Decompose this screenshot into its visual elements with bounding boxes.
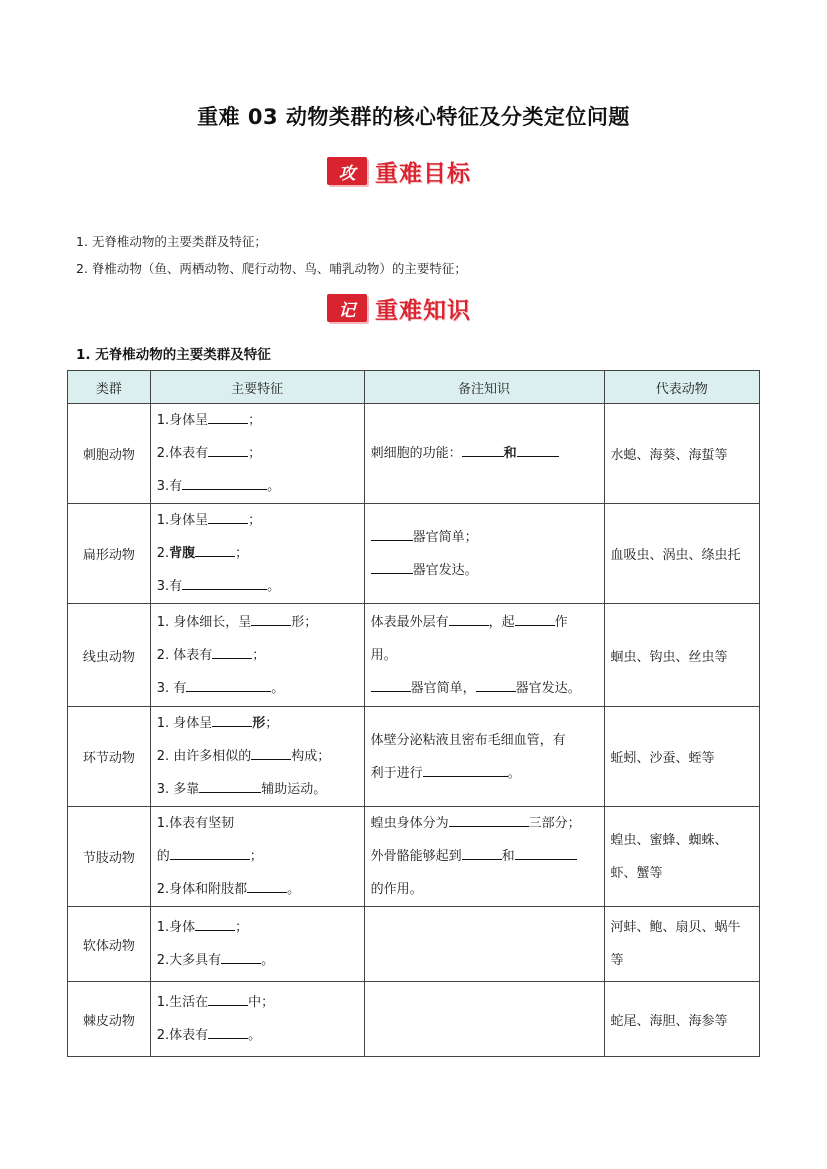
feature-text: 2.体表有 (156, 1028, 209, 1043)
feature-text: 3.有 (156, 479, 183, 494)
note-text: 器官简单； (412, 529, 478, 545)
feature-text: ； (235, 546, 249, 561)
feature-text: 辅助运动。 (261, 782, 327, 797)
table-row (68, 504, 760, 604)
feature-text: 3. 有 (156, 680, 187, 696)
feature-text: 1.体表有坚韧 (156, 816, 235, 831)
table-row (68, 907, 760, 982)
feature-text: ； (248, 413, 262, 428)
knowledge-banner-text: 重难知识 (375, 297, 471, 324)
blank-line[interactable] (247, 879, 287, 893)
row-category: 棘皮动物 (68, 982, 151, 1057)
blank-line[interactable] (182, 476, 267, 490)
feature-text: 。 (267, 479, 281, 494)
feature-text: ； (265, 716, 279, 731)
row-examples: 血吸虫、涡虫、绦虫托 (604, 504, 759, 604)
note-text: ，起 (488, 614, 515, 630)
blank-line[interactable] (208, 1025, 248, 1039)
row-features (150, 707, 364, 807)
row-category: 扁形动物 (68, 504, 151, 604)
header-features: 主要特征 (150, 371, 364, 404)
blank-line[interactable] (208, 443, 248, 457)
blank-line[interactable] (208, 992, 248, 1006)
feature-text: 3.有 (156, 579, 183, 594)
feature-text: 。 (261, 953, 275, 968)
note-text: 用。 (370, 647, 397, 663)
table-row (68, 404, 760, 504)
blank-line[interactable] (449, 612, 489, 626)
examples-text: 河蚌、鲍、扇贝、蜗牛等 (610, 920, 741, 968)
feature-text: ； (252, 647, 266, 663)
header-examples: 代表动物 (604, 371, 759, 404)
row-examples (604, 907, 759, 982)
row-examples (604, 807, 759, 907)
blank-line[interactable] (371, 560, 413, 574)
row-category: 环节动物 (68, 707, 151, 807)
note-text: 外骨骼能够起到 (370, 849, 462, 864)
blank-line[interactable] (515, 612, 555, 626)
row-notes (364, 404, 604, 504)
blank-line[interactable] (221, 950, 261, 964)
blank-line[interactable] (195, 543, 235, 557)
animal-groups-table (67, 370, 760, 1057)
note-text: 器官发达。 (515, 680, 581, 696)
row-examples: 蚯蚓、沙蚕、蛭等 (604, 707, 759, 807)
blank-line[interactable] (208, 410, 248, 424)
table-row (68, 707, 760, 807)
feature-text: 2. 体表有 (156, 647, 213, 663)
knowledge-badge: 记 (327, 294, 367, 322)
row-notes (364, 807, 604, 907)
feature-text: 1. 身体呈 (156, 716, 213, 731)
examples-text: 蝗虫、蜜蜂、蜘蛛、虾、蟹等 (610, 832, 728, 881)
goals-banner-text: 重难目标 (375, 160, 471, 187)
table-row (68, 604, 760, 707)
blank-line[interactable] (476, 678, 516, 692)
blank-line[interactable] (371, 527, 413, 541)
feature-text: 1.身体呈 (156, 413, 209, 428)
feature-text: 。 (267, 579, 281, 594)
row-notes (364, 982, 604, 1057)
feature-text: 。 (287, 882, 301, 897)
row-examples: 水螅、海葵、海蜇等 (604, 404, 759, 504)
row-features (150, 604, 364, 707)
feature-text: 形 (252, 716, 266, 731)
blank-line[interactable] (170, 846, 250, 860)
feature-text: 中； (248, 995, 275, 1010)
note-text: 器官发达。 (412, 562, 478, 578)
feature-text: 形； (291, 614, 318, 630)
row-features (150, 404, 364, 504)
feature-text: 。 (271, 680, 285, 696)
table-row (68, 807, 760, 907)
blank-line[interactable] (186, 678, 271, 692)
blank-line[interactable] (517, 443, 559, 457)
row-examples: 蛇尾、海胆、海参等 (604, 982, 759, 1057)
note-text: 蝗虫身体分为 (370, 816, 449, 831)
blank-line[interactable] (449, 813, 529, 827)
note-text: 利于进行 (370, 765, 423, 781)
blank-line[interactable] (182, 576, 267, 590)
feature-text: ； (248, 513, 262, 528)
header-notes: 备注知识 (364, 371, 604, 404)
row-features (150, 807, 364, 907)
goal-item-1: 1. 无脊椎动物的主要类群及特征； (76, 234, 267, 249)
note-text: 。 (507, 765, 521, 781)
header-category: 类群 (68, 371, 151, 404)
feature-text: 的 (156, 849, 170, 864)
row-notes (364, 504, 604, 604)
table-header-row (68, 371, 760, 404)
note-text: 和 (503, 446, 517, 461)
feature-text: 2. 由许多相似的 (156, 749, 252, 764)
blank-line[interactable] (208, 510, 248, 524)
row-category: 节肢动物 (68, 807, 151, 907)
feature-text: 2.身体和附肢都 (156, 882, 248, 897)
note-text: 的作用。 (370, 882, 423, 897)
feature-text: 2. (156, 546, 170, 561)
note-text: 三部分； (528, 816, 581, 831)
row-category: 刺胞动物 (68, 404, 151, 504)
feature-text: 构成； (291, 749, 331, 764)
section-title: 1. 无脊椎动物的主要类群及特征 (76, 347, 271, 363)
row-examples: 蛔虫、钩虫、丝虫等 (604, 604, 759, 707)
feature-text: ； (248, 446, 262, 461)
feature-text: 背腹 (169, 546, 196, 561)
note-text: 器官简单， (410, 680, 476, 696)
feature-text: 2.大多具有 (156, 953, 222, 968)
feature-text: 1.身体 (156, 920, 196, 935)
feature-text: 。 (248, 1028, 262, 1043)
feature-text: 1.身体呈 (156, 513, 209, 528)
feature-text: 2.体表有 (156, 446, 209, 461)
blank-line[interactable] (195, 917, 235, 931)
blank-line[interactable] (462, 443, 504, 457)
note-text: 刺细胞的功能： (370, 446, 462, 461)
row-notes (364, 604, 604, 707)
blank-line[interactable] (515, 846, 577, 860)
blank-line[interactable] (423, 763, 508, 777)
blank-line[interactable] (371, 678, 411, 692)
goals-badge: 攻 (327, 157, 367, 185)
blank-line[interactable] (462, 846, 502, 860)
row-category: 线虫动物 (68, 604, 151, 707)
row-notes (364, 707, 604, 807)
row-features (150, 504, 364, 604)
feature-text: ； (235, 920, 249, 935)
note-text: 作 (554, 614, 568, 630)
blank-line[interactable] (199, 779, 261, 793)
table-row (68, 982, 760, 1057)
blank-line[interactable] (212, 645, 252, 659)
page-title: 重难 03 动物类群的核心特征及分类定位问题 (197, 105, 630, 129)
row-notes (364, 907, 604, 982)
banner-goals (327, 156, 471, 186)
note-text: 体壁分泌粘液且密布毛细血管，有 (370, 732, 566, 748)
feature-text: 3. 多靠 (156, 782, 200, 797)
note-text: 体表最外层有 (370, 614, 449, 630)
blank-line[interactable] (212, 713, 252, 727)
row-features (150, 907, 364, 982)
row-features (150, 982, 364, 1057)
banner-knowledge (327, 293, 471, 323)
blank-line[interactable] (251, 612, 291, 626)
blank-line[interactable] (251, 746, 291, 760)
feature-text: 1.生活在 (156, 995, 209, 1010)
row-category: 软体动物 (68, 907, 151, 982)
goal-item-2: 2. 脊椎动物（鱼、两栖动物、爬行动物、鸟、哺乳动物）的主要特征； (76, 261, 467, 276)
feature-text: 1. 身体细长，呈 (156, 614, 252, 630)
note-text: 和 (501, 849, 515, 864)
feature-text: ； (249, 849, 263, 864)
